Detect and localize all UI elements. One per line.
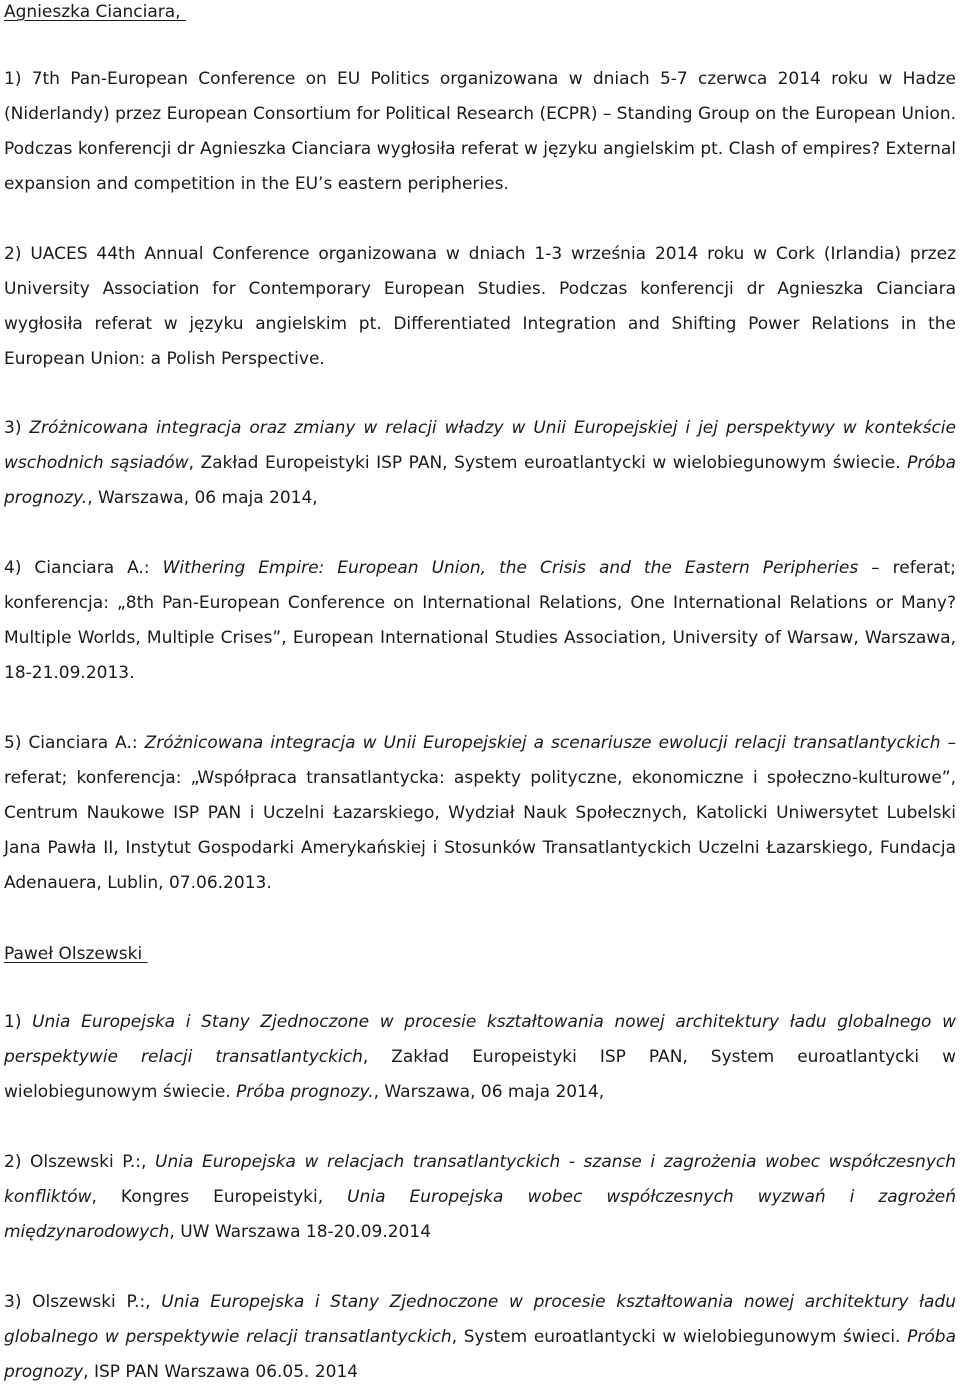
text-segment: Próba prognozy. (4, 453, 956, 508)
text-segment: 3) Olszewski P.:, (4, 1292, 162, 1312)
list-item (4, 1145, 956, 1250)
text-segment: Próba prognozy. (236, 1082, 374, 1102)
text-segment: 5) Cianciara A.: (4, 733, 145, 753)
text-segment: , Warszawa, 06 maja 2014, (87, 488, 318, 508)
text-segment: 1) (4, 1012, 33, 1032)
text-segment: , Zakład Europeistyki ISP PAN, System euroatlantycki w wielobiegunowym świecie. (188, 453, 908, 473)
text-segment: , Zakład Europeistyki ISP PAN, System euroatlantycki w wielobiegunowym świecie. (4, 1047, 956, 1102)
list-item (4, 411, 956, 516)
text-segment: – referat; konferencja: „8th Pan-European Conference on International Relations, One International Relations or Many? Multiple Worlds, Multiple Crises”, European International Studies Association, University of Warsaw, Warszawa, 18-21.09.2013. (4, 558, 956, 683)
text-segment: Unia Europejska i Stany Zjednoczone w procesie kształtowania nowej architektury ładu globalnego w perspektywie relacji transatlantyckich (4, 1292, 956, 1347)
text-segment: , ISP PAN Warszawa 06.05. 2014 (83, 1362, 359, 1382)
text-segment: Zróżnicowana integracja w Unii Europejskiej a scenariusze ewolucji relacji transatlantyckich (144, 733, 941, 753)
text-segment: , Kongres Europeistyki, (91, 1187, 348, 1207)
text-segment: Unia Europejska w relacjach transatlantyckich - szanse i zagrożenia wobec współczesnych konfliktów (4, 1152, 956, 1207)
list-item (4, 551, 956, 691)
section-heading-olszewski: Paweł Olszewski (4, 944, 148, 964)
list-item (4, 62, 956, 202)
text-segment: Próba prognozy (4, 1327, 956, 1382)
text-segment: , System euroatlantycki w wielobiegunowym świeci. (451, 1327, 908, 1347)
text-segment: 1) 7th Pan-European Conference on EU Politics organizowana w dniach 5-7 czerwca 2014 roku w Hadze (Niderlandy) przez European Consortium for Political Research (ECPR) – Standing Group on the European Union. Podczas konferencji dr Agnieszka Cianciara wygłosiła referat w języku angielskim pt. Clash of empires? External expansion and competition in the EU’s eastern peripheries. (4, 69, 956, 194)
list-item (4, 237, 956, 377)
text-segment: 2) UACES 44th Annual Conference organizowana w dniach 1-3 września 2014 roku w Cork (Irlandia) przez University Association for Contemporary European Studies. Podczas konferencji dr Agnieszka Cianciara wygłosiła referat w języku angielskim pt. Differentiated Integration and Shifting Power Relations in the European Union: a Polish Perspective. (4, 244, 956, 369)
text-segment: Unia Europejska wobec współczesnych wyzwań i zagrożeń międzynarodowych (4, 1187, 956, 1242)
text-segment: Withering Empire: European Union, the Crisis and the Eastern Peripheries (162, 558, 859, 578)
text-segment: Unia Europejska i Stany Zjednoczone w procesie kształtowania nowej architektury ładu globalnego w perspektywie relacji transatlantyckich (4, 1012, 956, 1067)
text-segment: 4) Cianciara A.: (4, 558, 163, 578)
text-segment: – referat; konferencja: „Współpraca transatlantycka: aspekty polityczne, ekonomiczne i społeczno-kulturowe”, Centrum Naukowe ISP PAN i Uczelni Łazarskiego, Wydział Nauk Społecznych, Katolicki Uniwersytet Lubelski Jana Pawła II, Instytut Gospodarki Amerykańskiej i Stosunków Transatlantyckich Uczelni Łazarskiego, Fundacja Adenauera, Lublin, 07.06.2013. (4, 733, 956, 893)
list-item (4, 726, 956, 901)
text-segment: , UW Warszawa 18-20.09.2014 (169, 1222, 432, 1242)
list-item (4, 1005, 956, 1110)
list-item (4, 1285, 956, 1390)
text-segment: 3) (4, 418, 30, 438)
text-segment: , Warszawa, 06 maja 2014, (373, 1082, 605, 1102)
section-heading-cianciara: Agnieszka Cianciara, (4, 2, 187, 22)
text-segment: 2) Olszewski P.:, (4, 1152, 156, 1172)
text-segment: Zróżnicowana integracja oraz zmiany w relacji władzy w Unii Europejskiej i jej perspektywy w kontekście wschodnich sąsiadów (4, 418, 956, 473)
